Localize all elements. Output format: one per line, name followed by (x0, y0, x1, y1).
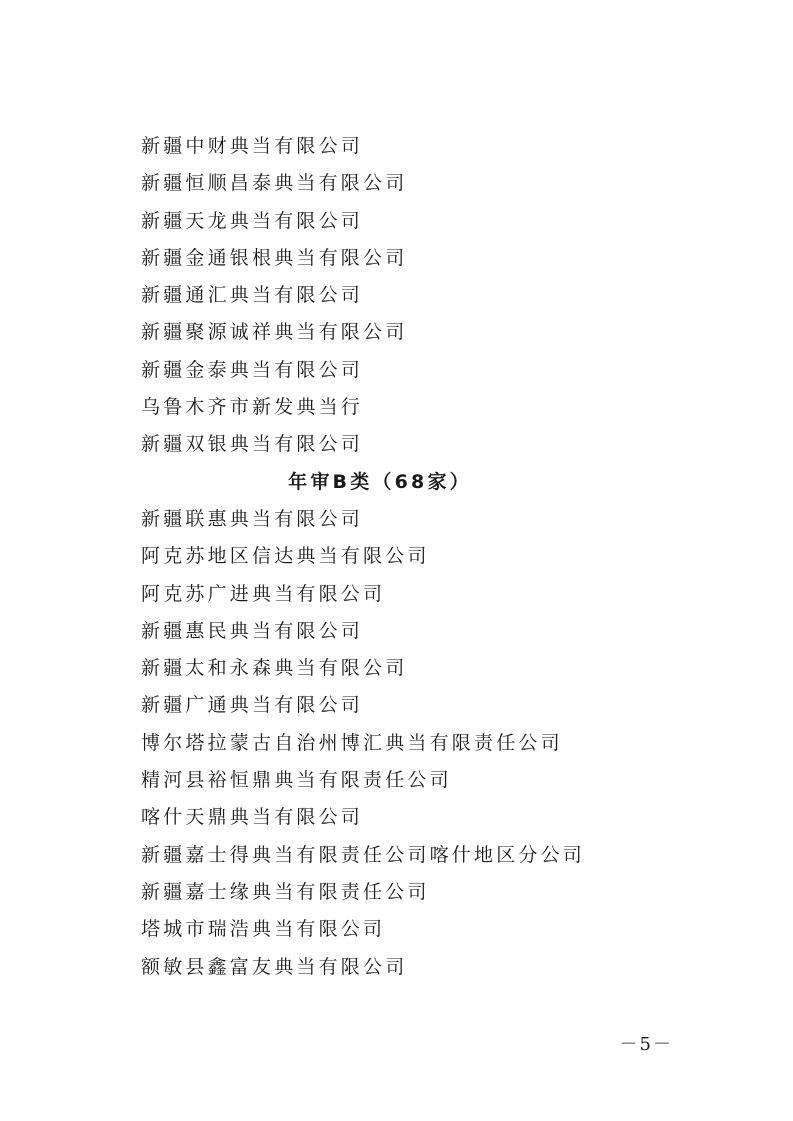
list-item: 新疆嘉士得典当有限责任公司喀什地区分公司 (141, 843, 586, 866)
list-item: 新疆嘉士缘典当有限责任公司 (141, 880, 430, 903)
list-item: 新疆中财典当有限公司 (141, 135, 364, 157)
list-item: 博尔塔拉蒙古自治州博汇典当有限责任公司 (141, 731, 563, 754)
list-item: 新疆联惠典当有限公司 (141, 507, 364, 530)
list-item: 阿克苏广进典当有限公司 (141, 582, 386, 605)
list-item: 阿克苏地区信达典当有限公司 (141, 545, 430, 568)
list-item: 新疆恒顺昌泰典当有限公司 (141, 172, 408, 195)
list-item: 新疆金泰典当有限公司 (141, 358, 364, 381)
list-item: 额敏县鑫富友典当有限公司 (141, 955, 408, 978)
list-item: 精河县裕恒鼎典当有限责任公司 (141, 769, 452, 792)
list-item: 新疆天龙典当有限公司 (141, 209, 364, 232)
list-item: 塔城市瑞浩典当有限公司 (141, 918, 386, 941)
list-item: 新疆通汇典当有限公司 (141, 284, 364, 307)
company-list (141, 128, 604, 986)
page-number: －5－ (619, 1034, 673, 1055)
list-item: 新疆广通典当有限公司 (141, 694, 364, 717)
list-item: 新疆惠民典当有限公司 (141, 619, 364, 642)
section-heading-b: 年审B类（68家） (288, 470, 472, 493)
list-item: 新疆金通银根典当有限公司 (141, 246, 408, 269)
list-item: 乌鲁木齐市新发典当行 (141, 396, 364, 419)
list-item: 新疆双银典当有限公司 (141, 433, 364, 456)
list-item: 新疆太和永森典当有限公司 (141, 657, 408, 680)
list-item: 喀什天鼎典当有限公司 (141, 806, 364, 829)
list-item: 新疆聚源诚祥典当有限公司 (141, 321, 408, 344)
